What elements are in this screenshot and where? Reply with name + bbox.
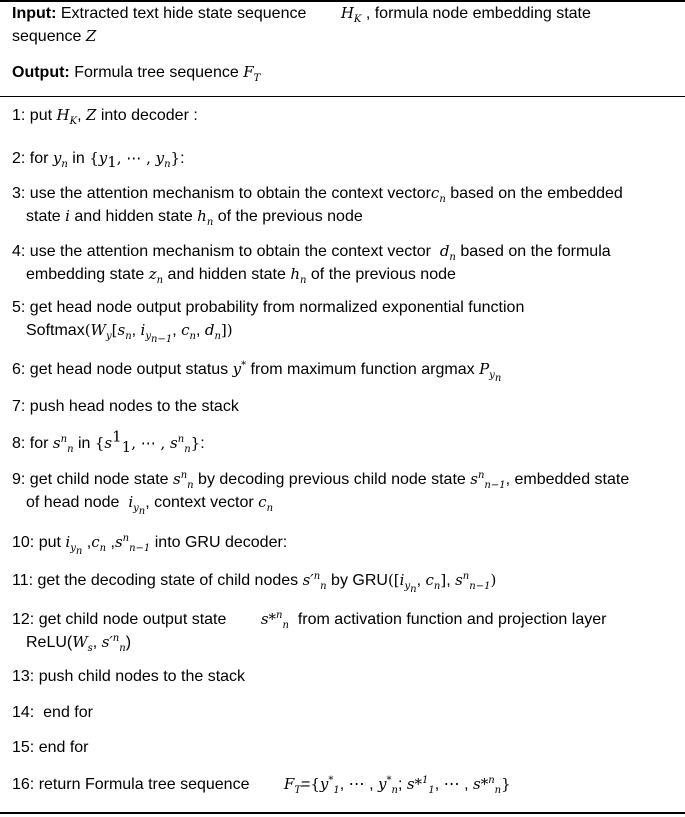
output-label: Output: (12, 64, 70, 81)
step-13: 13: push child nodes to the stack (12, 668, 246, 685)
step-14: 14: end for (12, 704, 93, 721)
step-5: 5: get head node output probability from normalized exponential function $Softmax(W_y[s_n$, $i_{y_{n-1}}$, $c_n$, $d_n$]) (12, 299, 525, 345)
step-16: 16: return Formula tree sequence $F_T=\{y^*_1$, ⋯ , $y^*_n$; s*$^1_1$, ⋯ , s*$^n_n$} (12, 775, 511, 796)
step-4: 4: use the attention mechanism to obtain the context vector $d_n$ based on the formula embedding state $z_n$ and hidden state $h_n$ of the previous node (12, 242, 611, 286)
step-6: 6: get head node output status y* from maximum function argmax $P_{y_n}$ (12, 360, 502, 384)
step-1: 1: put $H_K$, Z into decoder : (12, 106, 198, 127)
step-8: 8: for $s^n_n$ in {$s^1_1$, ⋯ , $s^n_n$}: (12, 427, 205, 457)
input-text-b: , formula node embedding state (365, 5, 591, 22)
step-3: 3: use the attention mechanism to obtain the context vectorc$_n$ based on the embedded state i and hidden state $h_n$ of the previous node (12, 184, 623, 228)
step-2: 2: for $y_n$ in {$y_1$, ⋯ , $y_n$}: (12, 149, 185, 172)
output-math: $F_T$ (243, 63, 261, 84)
input-line (12, 2, 677, 48)
output-text: Formula tree sequence (74, 64, 239, 81)
input-math-z: Z (85, 27, 97, 45)
input-label: Input: (12, 5, 57, 22)
mid-rule (0, 96, 685, 97)
step-9: 9: get child node state $s^n_n$ by decoding previous child node state $s^n_{n-1}$, embedded state of head node $i_{y_n}$, context vector $c_n$ (12, 470, 630, 517)
bottom-rule (0, 812, 685, 814)
input-text-c: sequence (12, 28, 82, 45)
output-line (12, 61, 677, 84)
step-15: 15: end for (12, 739, 89, 756)
step-11: 11: get the decoding state of child nodes $s'^n_n$ by $GRU([i_{y_n}$, $c_n$], $s^n_{n-1}$) (12, 571, 497, 595)
input-text-a: Extracted text hide state sequence (60, 5, 307, 22)
input-math-h: $H_K$ (340, 4, 362, 25)
step-12: 12: get child node output state s*$^n_n$ from activation function and projection layer $ReLU(W_s$, $s'^n_n$) (12, 610, 607, 654)
step-7: 7: push head nodes to the stack (12, 398, 239, 415)
step-10: 10: put $i_{y_n}$ $,c_n$ $,s^n_{n-1}$ into GRU decoder: (12, 533, 288, 557)
